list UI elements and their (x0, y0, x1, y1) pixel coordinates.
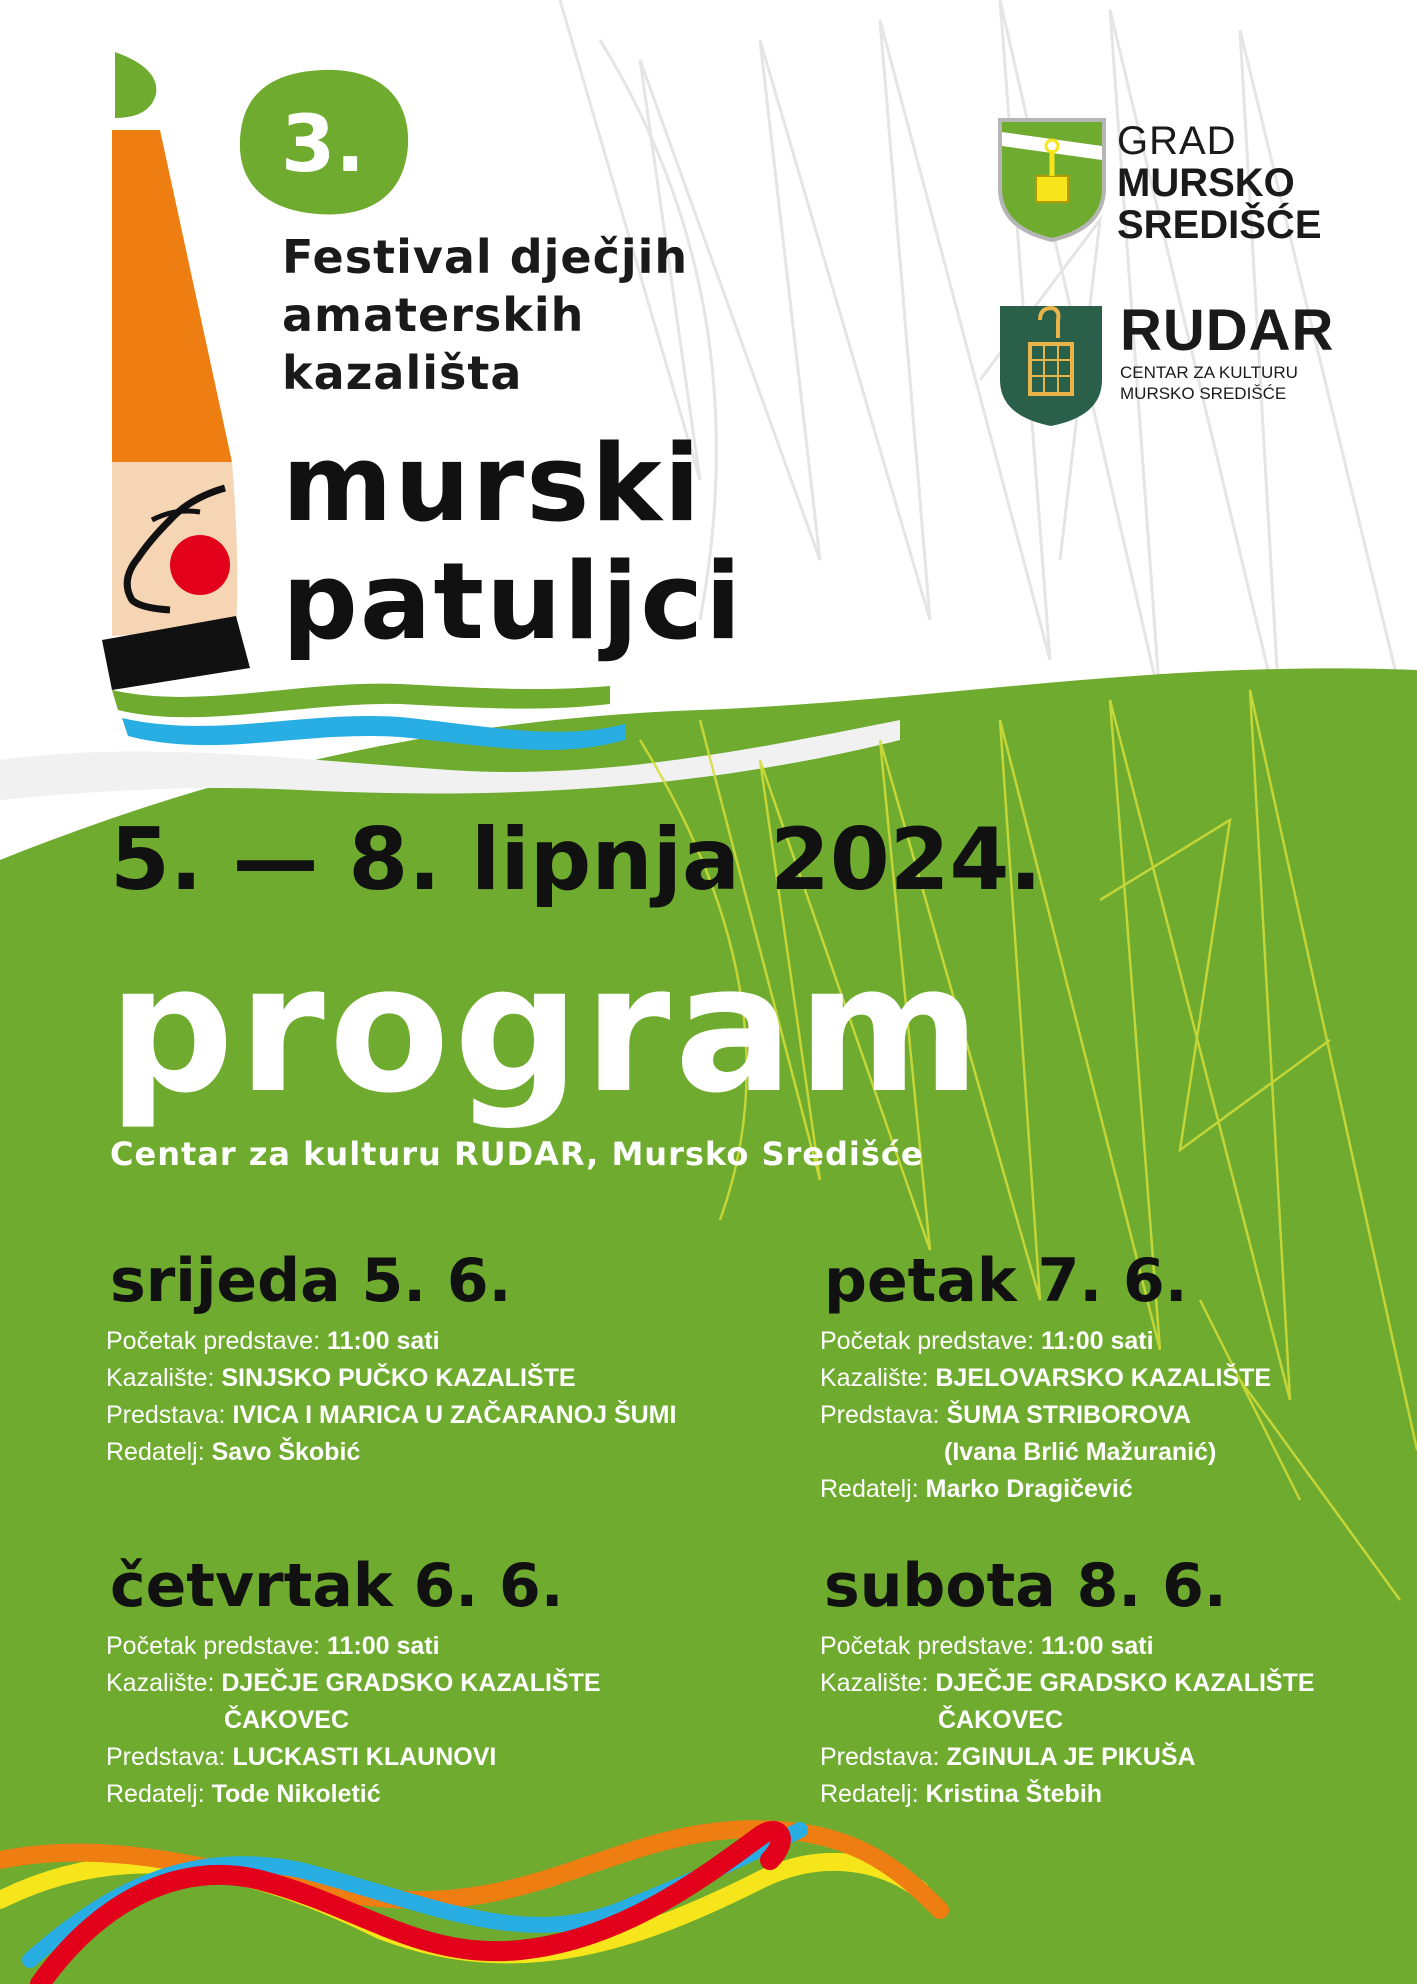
director-row (106, 1434, 726, 1471)
show-value-cont: (Ivana Brlić Mažuranić) (944, 1438, 1217, 1466)
festival-name-line: murski (282, 422, 703, 545)
rudar-logo (1120, 300, 1334, 404)
grad-logo-line3: SREDIŠĆE (1117, 203, 1322, 247)
theatre-row (106, 1360, 726, 1397)
director-value: Tode Nikoletić (211, 1780, 381, 1808)
theatre-value: DJEČJE GRADSKO KAZALIŠTE (221, 1669, 601, 1697)
event-dates: 5. — 8. lipnja 2024. (110, 810, 1043, 910)
rudar-logo-sub2: MURSKO SREDIŠĆE (1120, 384, 1287, 403)
start-label: Početak predstave: (820, 1632, 1035, 1660)
director-row (820, 1776, 1417, 1813)
start-value: 11:00 sati (326, 1327, 440, 1355)
show-label: Predstava: (820, 1401, 940, 1429)
start-label: Početak predstave: (106, 1327, 321, 1355)
show-row (106, 1739, 726, 1776)
director-label: Redatelj: (820, 1780, 919, 1808)
director-value: Kristina Štebih (925, 1780, 1103, 1808)
start-row (820, 1628, 1417, 1665)
theatre-value: BJELOVARSKO KAZALIŠTE (935, 1364, 1272, 1392)
start-label: Početak predstave: (106, 1632, 321, 1660)
director-value: Marko Dragičević (925, 1475, 1133, 1503)
day-block-saturday (820, 1550, 1417, 1813)
theatre-label: Kazalište: (820, 1669, 929, 1697)
theatre-label: Kazalište: (106, 1669, 215, 1697)
grad-logo (1117, 120, 1322, 246)
show-row (106, 1397, 726, 1434)
start-value: 11:00 sati (1040, 1632, 1154, 1660)
director-label: Redatelj: (106, 1438, 205, 1466)
day-block-friday (820, 1245, 1417, 1508)
grad-logo-line2: MURSKO (1117, 161, 1295, 205)
director-value: Savo Škobić (211, 1438, 361, 1466)
start-value: 11:00 sati (326, 1632, 440, 1660)
start-row (106, 1628, 726, 1665)
start-value: 11:00 sati (1040, 1327, 1154, 1355)
theatre-label: Kazalište: (820, 1364, 929, 1392)
rudar-logo-icon (1000, 306, 1102, 426)
director-row (820, 1471, 1417, 1508)
director-row (106, 1776, 726, 1813)
grad-logo-line1: GRAD (1117, 119, 1237, 163)
theatre-value-cont: ČAKOVEC (938, 1706, 1064, 1734)
theatre-label: Kazalište: (106, 1364, 215, 1392)
show-value: LUCKASTI KLAUNOVI (232, 1743, 497, 1771)
day-title: subota 8. 6. (824, 1551, 1227, 1621)
festival-title (282, 228, 688, 402)
day-title: četvrtak 6. 6. (110, 1551, 564, 1621)
show-value: ZGINULA JE PIKUŠA (946, 1743, 1196, 1771)
theatre-row (820, 1665, 1417, 1702)
show-row (820, 1397, 1417, 1434)
festival-title-line: Festival dječjih (282, 230, 689, 284)
gnome-nose (170, 535, 230, 595)
grad-coat-of-arms-icon (1000, 120, 1104, 240)
festival-name (282, 422, 744, 663)
show-label: Predstava: (106, 1401, 226, 1429)
edition-number: 3. (281, 100, 365, 190)
show-label: Predstava: (106, 1743, 226, 1771)
theatre-value: DJEČJE GRADSKO KAZALIŠTE (935, 1669, 1315, 1697)
theatre-row (820, 1360, 1417, 1397)
theatre-row (106, 1665, 726, 1702)
theatre-value: SINJSKO PUČKO KAZALIŠTE (221, 1364, 576, 1392)
rudar-logo-name: RUDAR (1120, 298, 1335, 363)
show-row (820, 1739, 1417, 1776)
rudar-logo-sub1: CENTAR ZA KULTURU (1120, 363, 1298, 382)
day-title: petak 7. 6. (824, 1246, 1188, 1316)
show-label: Predstava: (820, 1743, 940, 1771)
director-label: Redatelj: (820, 1475, 919, 1503)
start-row (820, 1323, 1417, 1360)
show-value: ŠUMA STRIBOROVA (946, 1401, 1191, 1429)
day-title: srijeda 5. 6. (110, 1246, 512, 1316)
program-heading: program (108, 927, 985, 1132)
start-row (106, 1323, 726, 1360)
theatre-value-cont: ČAKOVEC (224, 1706, 350, 1734)
show-value: IVICA I MARICA U ZAČARANOJ ŠUMI (232, 1401, 677, 1429)
event-venue: Centar za kulturu RUDAR, Mursko Središće (110, 1135, 924, 1173)
festival-title-line: amaterskih (282, 288, 585, 342)
day-block-wednesday (106, 1245, 726, 1471)
day-block-thursday (106, 1550, 726, 1813)
director-label: Redatelj: (106, 1780, 205, 1808)
edition-badge (238, 70, 408, 220)
festival-title-line: kazališta (282, 346, 523, 400)
festival-name-line: patuljci (282, 540, 744, 663)
start-label: Početak predstave: (820, 1327, 1035, 1355)
